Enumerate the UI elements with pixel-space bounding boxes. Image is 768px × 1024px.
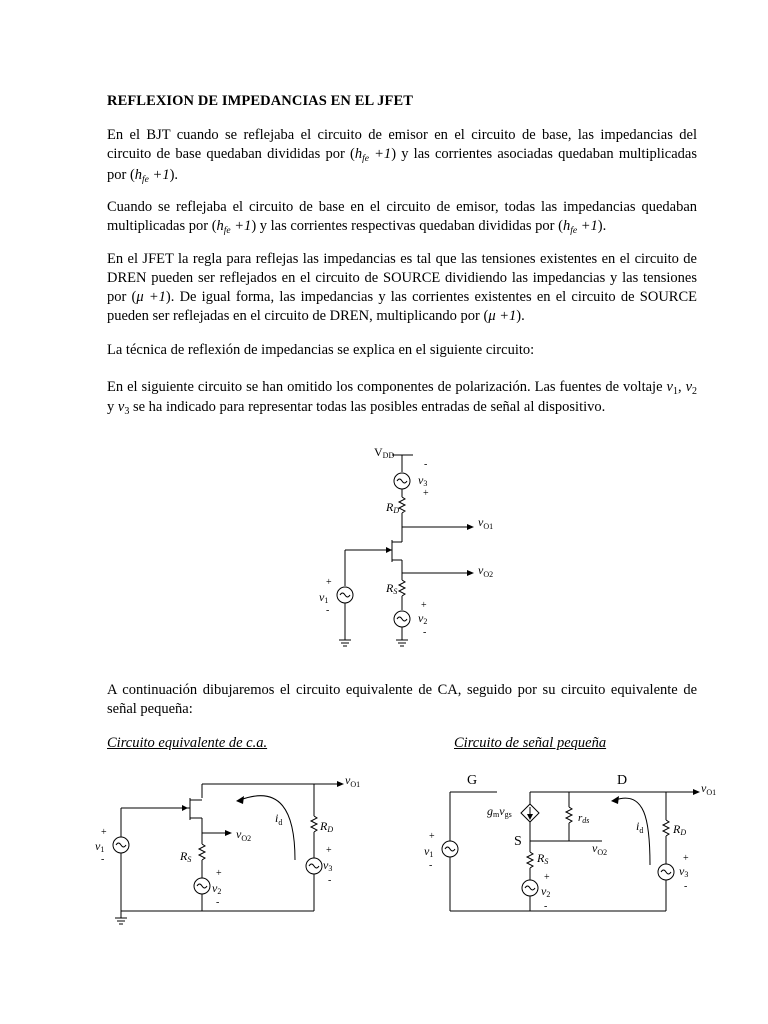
p5-text-b: se ha indicado para representar todas las posibles entradas de señal al dispositivo. [129, 399, 606, 415]
p1-text-b: ) y las corrientes asociadas quedaban multiplicadas por ( [107, 146, 697, 183]
ac-v1-sub: 1 [100, 845, 105, 854]
ss-id-arrow [611, 796, 619, 804]
p4-text: La técnica de reflexión de impedancias se explica en el siguiente circuito: [107, 342, 535, 358]
ac-v1-label: v [95, 839, 101, 853]
vo1-label: v [478, 515, 484, 529]
ss-v3-label: v [679, 864, 685, 878]
vo1-sub: O1 [483, 522, 494, 531]
p6-text: A continuación dibujaremos el circuito equivalente de CA, seguido por su circuito equivalente de señal pequeña: [107, 682, 697, 717]
document-title: REFLEXION DE IMPEDANCIAS EN EL JFET [107, 93, 414, 109]
ss-v1-minus: - [429, 860, 433, 871]
ac-v2-plus: + [216, 868, 222, 879]
p2-text-c: ). [597, 218, 607, 234]
ss-v3-minus: - [684, 881, 688, 892]
p5-s1: 1 [672, 386, 678, 397]
rds-label: r [578, 812, 583, 824]
ac-v2-sub: 2 [217, 887, 222, 896]
rd-sub: D [393, 506, 400, 515]
rs-sub: S [393, 587, 398, 596]
ss-v2-sub: 2 [546, 890, 551, 899]
p2-fe: fe [223, 226, 231, 236]
p1-h: h [354, 146, 363, 162]
v1-plus: + [326, 577, 332, 588]
vgs-sub: gs [504, 810, 512, 819]
gm-sub: m [493, 810, 500, 819]
ss-vo2-label: v [592, 841, 598, 855]
ss-v1-label: v [424, 844, 430, 858]
ac-vo1-sub: O1 [350, 780, 361, 789]
svg-text:rds [578, 812, 589, 825]
p3-mu: μ +1 [136, 289, 166, 305]
ss-v3-plus: + [683, 853, 689, 864]
ac-rd-sub: D [327, 825, 334, 834]
v2-sub: 2 [423, 617, 428, 626]
ac-v3-label: v [323, 858, 329, 872]
caption-small-signal: Circuito de señal pequeña [454, 735, 607, 751]
svg-text:gmvgs [487, 804, 512, 819]
ss-v1-sub: 1 [429, 850, 434, 859]
p2-plus1: +1 [230, 218, 252, 234]
svg-text:RS [536, 851, 548, 866]
p5-comma: , [677, 379, 686, 395]
p1-fe2: fe [142, 175, 149, 185]
p2-plus1b: +1 [577, 218, 598, 234]
ss-vo1-label: v [701, 781, 707, 795]
p3-mu2: μ +1 [488, 308, 517, 324]
ac-vo2-label: v [236, 827, 242, 841]
p3-text-c: ). [516, 308, 525, 324]
vo2-label: v [478, 563, 484, 577]
ac-rs-sub: S [187, 855, 192, 864]
svg-text:v3 [679, 864, 688, 879]
ss-rs-label: R [537, 851, 545, 865]
rd-label: R [386, 500, 394, 514]
ss-vo2-sub: O2 [597, 848, 608, 857]
p2-h: h [216, 218, 224, 234]
node-s-label: S [514, 834, 522, 849]
ss-v2-plus: + [544, 872, 550, 883]
vgs-label: v [499, 804, 505, 818]
p2-text-a: Cuando se reflejaba el circuito de base en el circuito de emisor, todas las impedancias quedaban multiplicadas por ( [107, 199, 697, 234]
p5-y: y [107, 399, 118, 415]
p1-plus1: +1 [368, 146, 392, 162]
ac-v3-plus: + [326, 845, 332, 856]
p1-text-a: En el BJT cuando se reflejaba el circuito de emisor en el circuito de base, las impedancias del circuito de base quedaban divididas por ( [107, 127, 697, 162]
vdd-label: V [374, 445, 383, 459]
v3-plus: + [423, 488, 429, 499]
vdd-sub: DD [382, 451, 395, 460]
node-d-label: D [617, 773, 628, 788]
p3-text-b: ). De igual forma, las impedancias y las corrientes existentes en el circuito de SOURCE pueden ser reflejadas en el circuito de DREN, multiplicando por ( [107, 289, 697, 324]
v1-label: v [319, 590, 325, 604]
ac-id-label: i [275, 811, 279, 825]
ss-v2-label: v [541, 884, 547, 898]
ac-v2-minus: - [216, 897, 220, 908]
node-g-label: G [467, 773, 478, 788]
ac-vo2-sub: O2 [241, 834, 252, 843]
v3-minus: - [424, 459, 428, 470]
rs-label: R [386, 581, 394, 595]
source-arrow-head [527, 814, 533, 820]
ac-v3-sub: 3 [328, 864, 333, 873]
p2-fe2: fe [570, 226, 578, 236]
p5-v2: v [685, 379, 693, 395]
gm-label: g [487, 804, 493, 818]
svg-text:v2 [541, 884, 550, 899]
svg-text:vO1 [701, 781, 716, 797]
ss-vo1-sub: O1 [706, 788, 717, 797]
ac-v3-minus: - [328, 875, 332, 886]
p1-plus1b: +1 [148, 167, 170, 183]
svg-text:vO2 [592, 841, 607, 857]
ac-v2-label: v [212, 881, 218, 895]
ss-v3-sub: 3 [684, 870, 689, 879]
v3-sub: 3 [423, 479, 428, 488]
p5-v3: v [117, 399, 125, 415]
p1-fe: fe [362, 154, 369, 164]
svg-text:v1 [424, 844, 433, 859]
p2-text-b: ) y las corrientes respectivas quedaban divididas por ( [251, 218, 563, 234]
ss-v2-minus: - [544, 901, 548, 912]
p5-text-a: En el siguiente circuito se han omitido los componentes de polarización. Las fuentes de voltaje [107, 379, 667, 395]
p5-s2: 2 [692, 386, 698, 397]
ss-rd-label: R [673, 822, 681, 836]
ss-rd-sub: D [680, 828, 687, 837]
ac-id-sub: d [278, 818, 283, 827]
svg-text:id [636, 819, 643, 835]
p5-v1: v [666, 379, 673, 395]
ss-id-label: i [636, 819, 640, 833]
ac-rd-label: R [320, 819, 328, 833]
ss-rs-sub: S [544, 857, 549, 866]
caption-ac-equivalent: Circuito equivalente de c.a. [107, 735, 268, 751]
v2-minus: - [423, 627, 427, 638]
v3-label: v [418, 473, 424, 487]
p3-text-a: En el JFET la regla para reflejas las impedancias es tal que las tensiones existentes en el circuito de DREN pueden ser reflejados en el circuito de SOURCE dividiendo las impedancias y las tensiones por ( [107, 251, 697, 305]
v1-sub: 1 [324, 596, 329, 605]
v2-label: v [418, 611, 424, 625]
ac-v1-minus: - [101, 854, 105, 865]
p1-text-c: ). [169, 167, 179, 183]
p2-h2: h [562, 218, 571, 234]
ss-vo1-arrow [693, 789, 700, 795]
rds-sub: ds [582, 816, 590, 825]
ss-v1-plus: + [429, 831, 435, 842]
p5-s3: 3 [124, 406, 130, 417]
p1-h2: h [134, 167, 143, 183]
ac-v1-plus: + [101, 827, 107, 838]
vo2-sub: O2 [483, 570, 494, 579]
ac-rs-label: R [180, 849, 188, 863]
v2-plus: + [421, 600, 427, 611]
ac-vo1-label: v [345, 773, 351, 787]
ss-id-sub: d [639, 826, 644, 835]
v1-minus: - [326, 605, 330, 616]
svg-text:RD [672, 822, 686, 837]
